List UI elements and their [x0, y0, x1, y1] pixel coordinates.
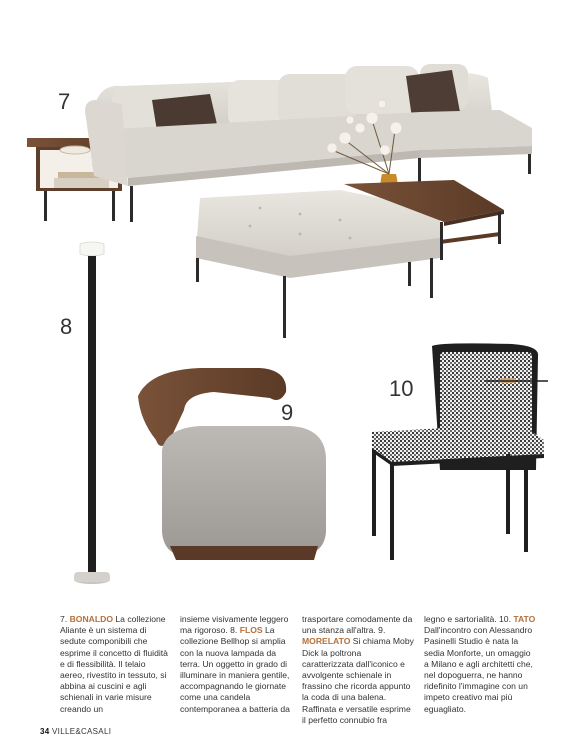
page-footer [40, 727, 111, 736]
caption-text: trasportare comodamente da una stanza all'altra. [302, 614, 413, 636]
brand-morelato: MORELATO [302, 636, 351, 647]
caption-column-3 [302, 614, 414, 726]
product-number-10: 10 [389, 376, 414, 401]
caption-text: La collezione Bellhop si amplia con la nuova lampada da terra. Un oggetto in grado di illuminare in maniera gentile, accompagnando le giornate come una candela contemporanea a batteria da [180, 625, 290, 714]
brand-tato: TATO [513, 614, 536, 624]
caption-column-1 [60, 614, 172, 715]
sofa-illustration [27, 64, 532, 338]
product-number-9: 9 [281, 400, 294, 425]
caption-number: 8. [230, 625, 238, 636]
floor-lamp-illustration [74, 242, 110, 584]
armchair-illustration [138, 368, 326, 560]
caption-text: Si chiama Moby Dick la poltrona caratterizzata dall'iconico e avvolgente schienale in frassino che ricorda appunto la coda di una balena. Raffinata e versatile esprime il perfetto connubio fra [302, 636, 414, 725]
page-number: 34 [40, 727, 50, 736]
caption-text: insieme visivamente leggero ma rigoroso. [180, 614, 289, 636]
magazine-name: VILLE&CASALI [52, 727, 112, 736]
caption-number: 10. [499, 614, 511, 624]
caption-columns [60, 614, 556, 725]
product-number-8: 8 [60, 314, 73, 339]
caption-number: 7. [60, 614, 68, 624]
caption-text: Dall'incontro con Alessandro Pasinelli Studio è nata la sedia Monforte, un omaggio a Milano e agli architetti che, nel dopoguerra, ne hanno ridefinito l'immagine con un impeto creativo mai più eguagliato. [424, 625, 533, 714]
caption-number: 9. [378, 625, 386, 636]
product-number-7: 7 [58, 89, 71, 114]
caption-text: legno e sartorialità. [424, 614, 497, 624]
brand-flos: FLOS [239, 625, 263, 636]
caption-column-2 [180, 614, 292, 715]
caption-column-4 [424, 614, 536, 715]
brand-bonaldo: BONALDO [69, 614, 114, 624]
caption-text: La collezione Aliante è un sistema di sedute componibili che esprime il concetto di fluidità e di flessibilità. Il telaio aereo, rivestito in tessuto, si abbina ai cuscini e agli schienali in varie misure creando un [60, 614, 168, 714]
